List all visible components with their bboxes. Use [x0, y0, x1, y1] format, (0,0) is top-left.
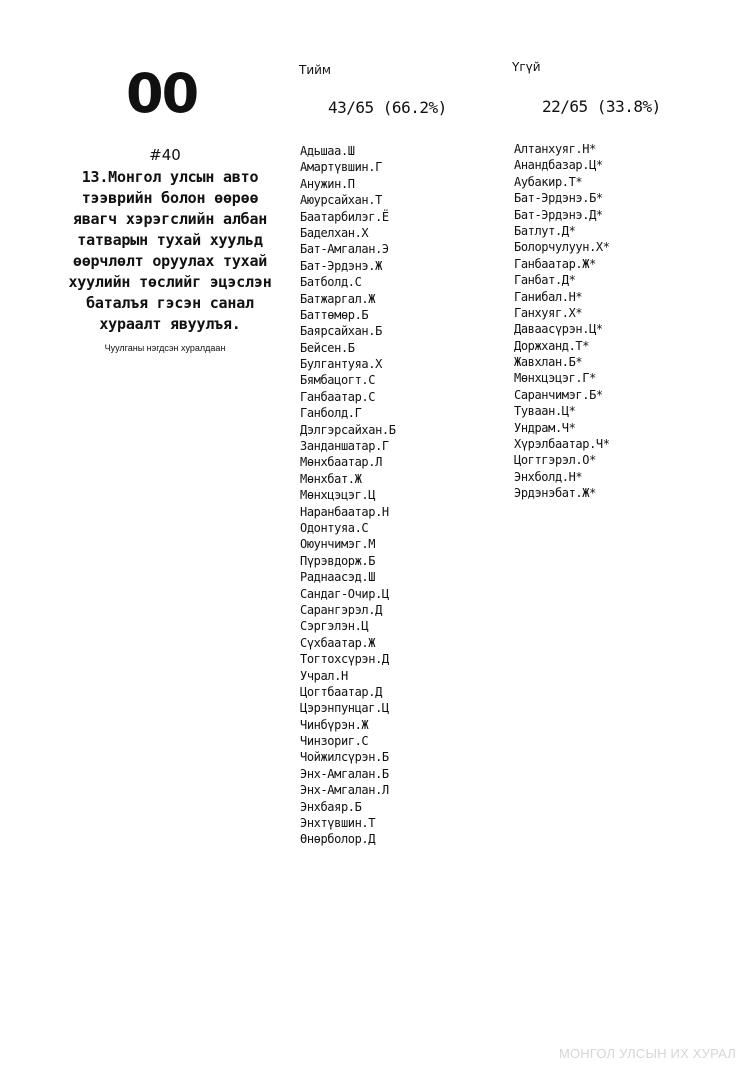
member-name: Пүрэвдорж.Б	[300, 553, 376, 568]
member-name: Батжаргал.Ж	[300, 291, 376, 306]
member-name: Бат-Эрдэнэ.Д*	[514, 207, 603, 222]
member-name: Мөнхцэцэг.Г*	[514, 371, 596, 386]
member-name: Ганхуяг.Х*	[514, 305, 583, 320]
yes-column-header: Тийм	[299, 63, 331, 77]
parliament-watermark: МОНГОЛ УЛСЫН ИХ ХУРАЛ	[558, 1046, 736, 1061]
member-name: Доржханд.Т*	[514, 338, 590, 353]
member-name: Ганболд.Г	[300, 406, 362, 421]
member-name: Чинбүрэн.Ж	[300, 717, 369, 732]
member-name: Алтанхуяг.Н*	[514, 142, 596, 156]
no-member-list	[514, 141, 610, 502]
member-name: Одонтуяа.С	[300, 520, 369, 535]
member-name: Ганбат.Д*	[514, 273, 576, 288]
member-name: Туваан.Ц*	[514, 404, 576, 419]
member-name: Амартүвшин.Г	[300, 160, 382, 175]
member-name: Цогтбаатар.Д	[300, 684, 382, 699]
member-name: Батболд.С	[300, 275, 362, 290]
member-name: Энхболд.Н*	[514, 469, 583, 484]
member-name: Энх-Амгалан.Л	[300, 783, 389, 798]
member-name: Болорчулуун.Х*	[514, 240, 610, 255]
member-name: Бямбацогт.С	[300, 373, 376, 388]
member-name: Сарангэрэл.Д	[300, 602, 382, 617]
member-name: Мөнхцэцэг.Ц	[300, 488, 376, 503]
member-name: Дэлгэрсайхан.Б	[300, 422, 396, 437]
no-tally: 22/65 (33.8%)	[542, 97, 661, 116]
member-name: Сэргэлэн.Ц	[300, 619, 369, 634]
member-name: Цогтгэрэл.О*	[514, 453, 596, 468]
member-name: Бат-Эрдэнэ.Б*	[514, 191, 603, 206]
member-name: Энхбаяр.Б	[300, 799, 362, 814]
member-name: Занданшатар.Г	[300, 439, 389, 454]
member-name: Булгантуяа.Х	[300, 357, 382, 372]
member-name: Баярсайхан.Б	[300, 324, 382, 339]
member-name: Адьшаа.Ш	[300, 144, 355, 158]
member-name: Чинзориг.С	[300, 734, 369, 749]
no-column-header: Үгүй	[512, 60, 541, 74]
yes-tally: 43/65 (66.2%)	[328, 98, 447, 117]
member-name: Аубакир.Т*	[514, 174, 583, 189]
member-name: Энхтүвшин.Т	[300, 816, 376, 831]
session-type: Чуулганы нэгдсэн хуралдаан	[104, 343, 226, 353]
member-name: Оюунчимэг.М	[300, 537, 376, 552]
member-name: Сүхбаатар.Ж	[300, 635, 376, 650]
member-name: Аюурсайхан.Т	[300, 193, 382, 208]
member-name: Наранбаатар.Н	[300, 504, 389, 519]
member-name: Энх-Амгалан.Б	[300, 766, 389, 781]
member-name: Анандбазар.Ц*	[514, 158, 603, 173]
member-name: Сандаг-Очир.Ц	[300, 586, 389, 601]
member-name: Саранчимэг.Б*	[514, 387, 603, 402]
member-name: Баатарбилэг.Ё	[300, 209, 389, 224]
member-name: Эрдэнэбат.Ж*	[514, 486, 596, 501]
member-name: Чойжилсүрэн.Б	[300, 750, 389, 765]
member-name: Цэрэнпунцаг.Ц	[300, 701, 389, 716]
member-name: Тогтохсүрэн.Д	[300, 652, 389, 667]
member-name: Мөнхбаатар.Л	[300, 455, 382, 470]
member-name: Анужин.П	[300, 176, 355, 191]
member-name: Хүрэлбаатар.Ч*	[514, 437, 610, 452]
member-name: Даваасүрэн.Ц*	[514, 322, 603, 337]
member-name: Раднаасэд.Ш	[300, 570, 376, 585]
member-name: Ганбаатар.С	[300, 389, 376, 404]
member-name: Учрал.Н	[300, 668, 348, 683]
member-name: Батлут.Д*	[514, 223, 576, 238]
member-name: Өнөрболор.Д	[300, 832, 376, 847]
member-name: Ундрам.Ч*	[514, 420, 576, 435]
yes-member-list	[300, 143, 396, 848]
member-name: Баттөмөр.Б	[300, 307, 369, 322]
member-name: Бат-Амгалан.Э	[300, 242, 389, 257]
member-name: Мөнхбат.Ж	[300, 471, 362, 486]
member-name: Ганбаатар.Ж*	[514, 256, 596, 271]
member-name: Бат-Эрдэнэ.Ж	[300, 258, 382, 273]
motion-title: 13.Монгол улсын авто тээврийн болон өөрөө явагч хэрэгслийн албан татварын тухай хуульд өөрчлөлт оруулах тухай хуулийн төслийг эцэслэн баталъя гэсэн санал хураалт явуулъя.	[68, 168, 272, 333]
time-code: 00	[126, 62, 198, 125]
member-name: Баделхан.Х	[300, 225, 369, 240]
motion-number: #40	[149, 146, 181, 164]
member-name: Бейсен.Б	[300, 340, 355, 355]
member-name: Жавхлан.Б*	[514, 355, 583, 370]
member-name: Ганибал.Н*	[514, 289, 583, 304]
